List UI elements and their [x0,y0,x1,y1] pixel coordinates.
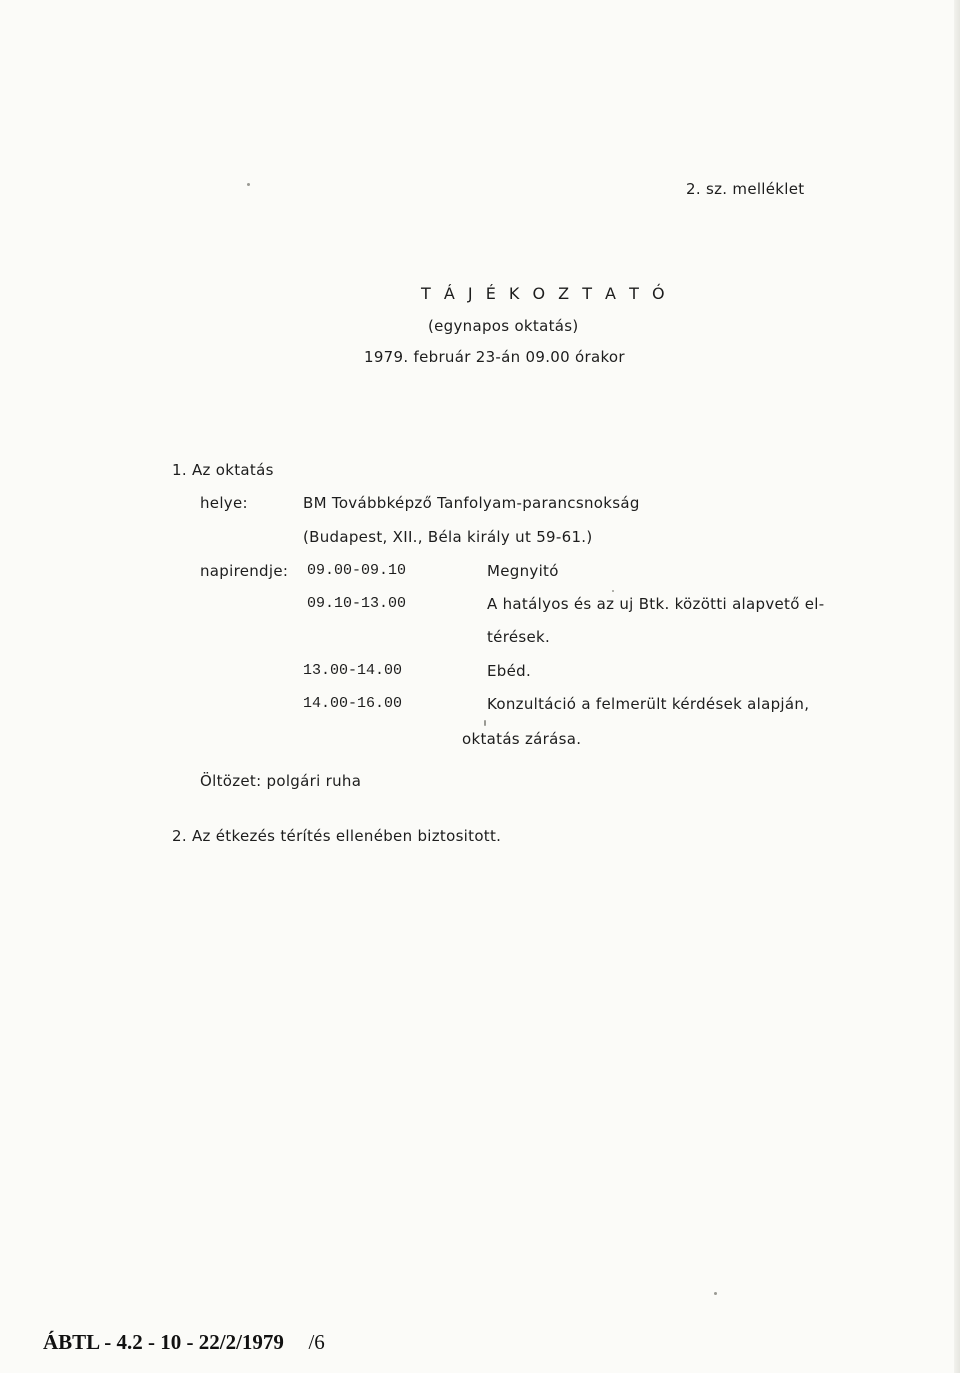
archive-reference [43,1330,325,1355]
agenda-item-2-cont: térések. [487,628,551,646]
paper-speck [247,183,250,186]
agenda-item-4: Konzultáció a felmerült kérdések alapján, [487,695,810,713]
annex-label: 2. sz. melléklet [686,180,805,198]
agenda-time-1: 09.00-09.10 [307,562,407,579]
agenda-item-4-cont: oktatás zárása. [462,730,582,748]
dress-code: Öltözet: polgári ruha [200,772,362,790]
archive-reference-number: ÁBTL - 4.2 - 10 - 22/2/1979 [43,1330,284,1354]
document-subtitle: (egynapos oktatás) [428,317,579,335]
paper-speck [484,720,486,726]
document-title: T Á J É K O Z T A T Ó [421,284,669,303]
section1-heading: 1. Az oktatás [172,461,274,479]
agenda-item-3: Ebéd. [487,662,532,680]
place-label: helye: [200,494,248,512]
agenda-label: napirendje: [200,562,289,580]
paper-speck [612,590,614,592]
place-line2: (Budapest, XII., Béla király ut 59-61.) [303,528,593,546]
agenda-item-2: A hatályos és az uj Btk. közötti alapvető el- [487,595,825,613]
agenda-time-4: 14.00-16.00 [303,695,403,712]
date-line: 1979. február 23-án 09.00 órakor [364,348,625,366]
agenda-time-3: 13.00-14.00 [303,662,403,679]
page-edge [954,0,960,1373]
archive-page-number: /6 [308,1330,325,1354]
agenda-item-1: Megnyitó [487,562,559,580]
place-line1: BM Továbbképző Tanfolyam-parancsnokság [303,494,640,512]
agenda-time-2: 09.10-13.00 [307,595,407,612]
paper-speck [714,1292,717,1295]
section2-text: 2. Az étkezés térítés ellenében biztositott. [172,827,502,845]
